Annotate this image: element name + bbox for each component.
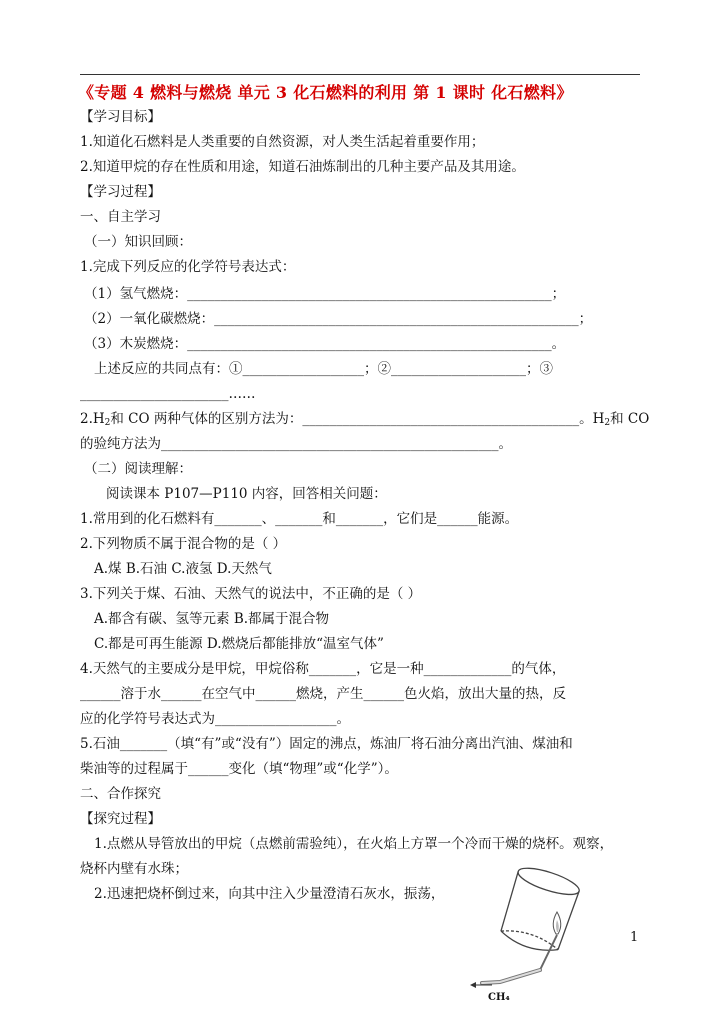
reading-question-3-options-cd: C.都是可再生能源 D.燃烧后都能排放“温室气体” [94, 636, 384, 652]
section-heading-exploration: 【探究过程】 [80, 811, 161, 827]
page-number: 1 [630, 930, 639, 945]
question-2-continued: 的验纯方法为__________________________________________________。 [80, 436, 512, 452]
page-title: 《专题 4 燃料与燃烧 单元 3 化石燃料的利用 第 1 课时 化石燃料》 [78, 83, 573, 102]
question-1-2: （2）一氧化碳燃烧：______________________________________________________； [84, 311, 593, 327]
objective-2: 2.知道甲烷的存在性质和用途，知道石油炼制出的几种主要产品及其用途。 [80, 159, 525, 175]
subheading-review: （一）知识回顾： [84, 234, 192, 250]
subheading-reading: （二）阅读理解： [84, 461, 192, 477]
question-1-1: （1）氢气燃烧：______________________________________________________； [84, 286, 566, 302]
reading-question-4: 4.天然气的主要成分是甲烷，甲烷俗称_______，它是一种_____________的气体， [80, 661, 566, 677]
reading-question-5: 5.石油_______（填“有”或“没有”）固定的沸点，炼油厂将石油分离出汽油、煤油和 [80, 736, 573, 752]
reading-question-3-options-ab: A.都含有碳、氢等元素 B.都属于混合物 [94, 611, 330, 627]
section-heading-objectives: 【学习目标】 [80, 109, 161, 125]
reading-question-4-line-2: ______溶于水______在空气中______燃烧，产生______色火焰，放出大量的热，反 [80, 686, 566, 702]
exploration-step-2: 2.迅速把烧杯倒过来，向其中注入少量澄清石灰水，振荡， [94, 886, 445, 902]
part-heading-self-study: 一、自主学习 [80, 209, 161, 225]
reading-instruction: 阅读课本 P107—P110 内容，回答相关问题： [106, 486, 387, 502]
figure-label-ch4: CH₄ [488, 992, 510, 1003]
reading-question-2-options: A.煤 B.石油 C.液氢 D.天然气 [94, 561, 272, 577]
reading-question-3: 3.下列关于煤、石油、天然气的说法中，不正确的是（ ） [80, 586, 422, 602]
reading-question-4-line-3: 应的化学符号表达式为__________________。 [80, 711, 350, 727]
part-heading-cooperative: 二、合作探究 [80, 786, 161, 802]
objective-1: 1.知道化石燃料是人类重要的自然资源，对人类生活起着重要作用； [80, 134, 485, 150]
exploration-step-1-continued: 烧杯内壁有水珠； [80, 861, 188, 877]
section-heading-process: 【学习过程】 [80, 184, 161, 200]
common-points-continued: ______________________…… [80, 386, 256, 402]
question-2-h2-co: $2.H_2$和 CO 两种气体的区别方法为：_________________________________________。$H_2$和 CO [80, 411, 650, 428]
question-1: 1.完成下列反应的化学符号表达式： [80, 259, 296, 275]
question-1-3: （3）木炭燃烧：______________________________________________________。 [84, 336, 566, 352]
reading-question-5-line-2: 柴油等的过程属于______变化（填“物理”或“化学”）。 [80, 761, 398, 777]
reading-question-2: 2.下列物质不属于混合物的是（ ） [80, 536, 287, 552]
header-rule [80, 74, 640, 75]
reading-question-1: 1.常用到的化石燃料有_______、_______和_______，它们是______能源。 [80, 511, 519, 527]
exploration-step-1: 1.点燃从导管放出的甲烷（点燃前需验纯），在火焰上方罩一个冷而干燥的烧杯。观察， [94, 836, 614, 852]
common-points-line: 上述反应的共同点有：①__________________；②____________________；③ [94, 361, 553, 377]
